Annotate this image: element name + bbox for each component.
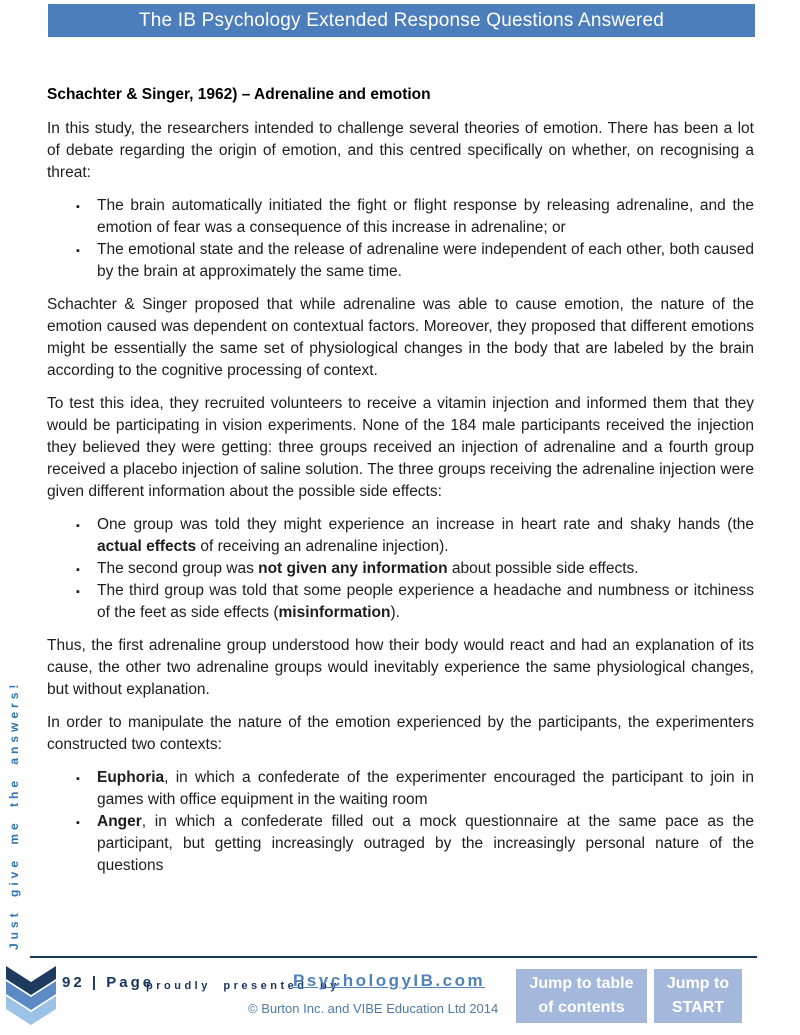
page-title: The IB Psychology Extended Response Questions Answered <box>138 9 665 31</box>
paragraph-proposal: Schachter & Singer proposed that while adrenaline was able to cause emotion, the nature of the emotion caused was dependent on contextual factors. Moreover, they proposed that different emotions might be essentially the same set of physiological changes in the body that are labeled by the brain according to the cognitive processing of context. <box>47 296 754 379</box>
bullet-item <box>47 514 754 558</box>
bullet-text: of receiving an adrenaline injection). <box>196 538 449 555</box>
bullet-text: The third group was told that some people experience a headache and numbness or itchiness of the feet as side effects ( <box>97 582 754 621</box>
bullet-text: about possible side effects. <box>447 560 639 577</box>
jump-to-start-line1: Jump to <box>666 975 730 992</box>
article-heading: Schachter & Singer, 1962) – Adrenaline and emotion <box>47 86 431 103</box>
bullet-text: , in which a confederate of the experimenter encouraged the participant to join in games with office equipment in the waiting room <box>97 769 754 808</box>
bullet-text: , in which a confederate filled out a mock questionnaire at the same pace as the participant, but getting increasingly outraged by the increasingly personal nature of the questions <box>97 813 754 874</box>
bullet-text-bold: actual effects <box>97 538 197 555</box>
paragraph-method: To test this idea, they recruited volunteers to receive a vitamin injection and informed them that they would be participating in vision experiments. None of the 184 male participants received the injection they believed they were getting: three groups received an injection of adrenaline and a fourth group received a placebo injection of saline solution. The three groups receiving the adrenaline injection were given different information about the possible side effects: <box>47 395 754 500</box>
paragraph-contexts-intro: In order to manipulate the nature of the emotion experienced by the participants, the experimenters constructed two contexts: <box>47 714 754 753</box>
header-bar <box>48 4 755 37</box>
bullet-item <box>47 580 754 624</box>
bullet-text-bold: Euphoria <box>97 769 165 786</box>
article-body <box>47 84 754 888</box>
bullet-item <box>47 239 754 283</box>
bullet-text: One group was told they might experience an increase in heart rate and shaky hands (the <box>97 516 754 533</box>
bullet-text: The second group was <box>97 560 259 577</box>
bullet-text-bold: misinformation <box>278 604 391 621</box>
bullet-item <box>47 195 754 239</box>
copyright-notice: © Burton Inc. and VIBE Education Ltd 2014 <box>248 1001 499 1016</box>
page-number-label: 92 | Page <box>62 974 155 991</box>
bullet-text-bold: Anger <box>97 813 142 830</box>
bullet-text: The emotional state and the release of adrenaline were independent of each other, both caused by the brain at approximately the same time. <box>97 241 754 280</box>
chevron-logo-icon <box>6 966 56 1028</box>
footer-divider <box>30 956 757 958</box>
bullet-list-theories <box>47 195 754 283</box>
jump-to-contents-line2: of contents <box>538 999 625 1016</box>
paragraph-explanation: Thus, the first adrenaline group understood how their body would react and had an explanation of its cause, the other two adrenaline groups would inevitably experience the same physiological changes, but without explanation. <box>47 637 754 698</box>
sidebar-vertical-tagline: Just give me the answers! <box>7 680 21 950</box>
bullet-item <box>47 558 754 580</box>
bullet-text-bold: not given any information <box>258 560 448 577</box>
bullet-item <box>47 767 754 811</box>
jump-to-contents-line1: Jump to table <box>529 975 634 992</box>
bullet-list-groups <box>47 514 754 624</box>
site-link[interactable]: PsychologyIB.com <box>293 971 486 990</box>
jump-to-start-line2: START <box>671 999 725 1016</box>
bullet-text: ). <box>390 604 400 621</box>
presented-by-label: proudly presented by <box>146 980 340 992</box>
jump-to-start-button[interactable] <box>654 969 742 1023</box>
bullet-item <box>47 811 754 877</box>
paragraph-intro: In this study, the researchers intended to challenge several theories of emotion. There has been a lot of debate regarding the origin of emotion, and this centred specifically on whether, on recognising a threat: <box>47 120 754 181</box>
bullet-text: The brain automatically initiated the fight or flight response by releasing adrenaline, and the emotion of fear was a consequence of this increase in adrenaline; or <box>97 197 754 236</box>
jump-to-contents-button[interactable] <box>516 969 647 1023</box>
bullet-list-contexts <box>47 767 754 877</box>
